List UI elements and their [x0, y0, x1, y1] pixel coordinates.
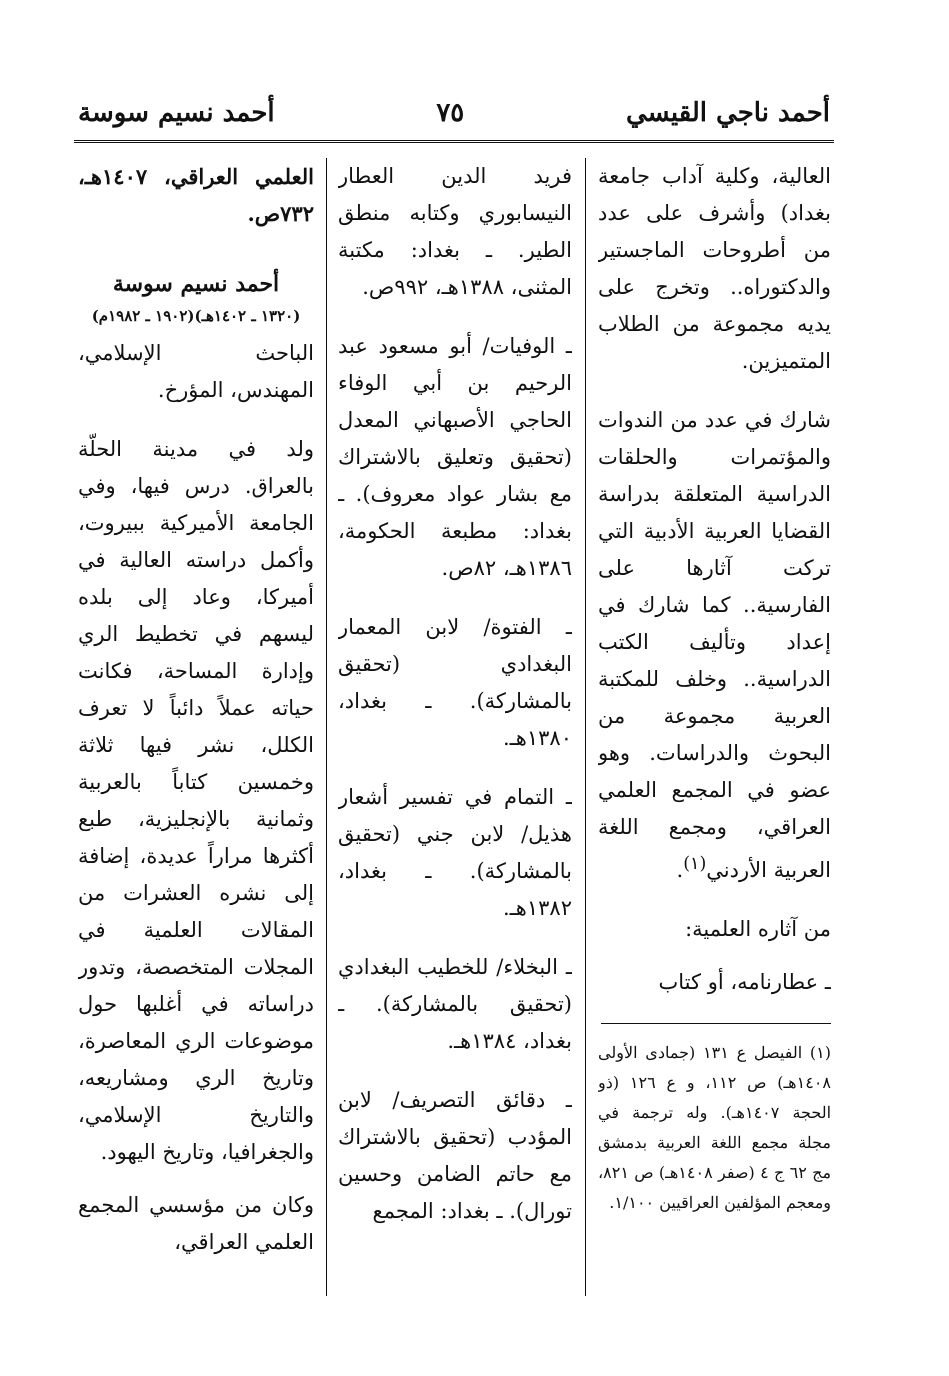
work-entry: ـ الفتوة/ لابن المعمار البغدادي (تحقيق بالمشاركة). ـ بغداد، ١٣٨٠هـ. [338, 615, 572, 750]
paragraph: وكان من مؤسسي المجمع العلمي العراقي، [78, 1193, 314, 1254]
work-entry: ـ البخلاء/ للخطيب البغدادي (تحقيق بالمشاركة). ـ بغداد، ١٣٨٤هـ. [338, 955, 572, 1053]
page-number: ٧٥ [436, 98, 465, 128]
work-entry: ـ التمام في تفسير أشعار هذيل/ لابن جني (تحقيق بالمشاركة). ـ بغداد، ١٣٨٢هـ. [338, 785, 572, 920]
footnote-rule [601, 1023, 831, 1024]
paragraph: العلمي العراقي، ١٤٠٧هـ، ٧٣٢ص. [78, 164, 314, 226]
paragraph: العالية، وكلية آداب جامعة بغداد) وأشرف على عدد من أطروحات الماجستير والدكتوراه.. وتخرج على يديه مجموعة من الطلاب المتميزين. [598, 164, 831, 373]
work-entry: ـ الوفيات/ أبو مسعود عبد الرحيم بن أبي الوفاء الحاجي الأصبهاني المعدل (تحقيق وتعليق بالاشتراك مع بشار عواد معروف). ـ بغداد: مطبعة الحكومة، ١٣٨٦هـ، ٨٢ص. [338, 334, 572, 580]
footnote-ref: (١) [683, 854, 707, 874]
works-heading: من آثاره العلمية: [685, 917, 831, 941]
header-rule [74, 140, 834, 143]
paragraph-text: شارك في عدد من الندوات والمؤتمرات والحلقات الدراسية المتعلقة بدراسة القضايا العربية الأدبية التي تركت آثارها على الفارسية.. كما شارك في إعداد وتأليف الكتب الدراسية.. وخلف للمكتبة العربية مجموعة من البحوث والدراسات. وهو عضو في المجمع العلمي العراقي، ومجمع اللغة العربية الأردني [598, 408, 831, 882]
page-header [78, 88, 830, 138]
column-divider [585, 158, 586, 1296]
work-entry: ـ دقائق التصريف/ لابن المؤدب (تحقيق بالاشتراك مع حاتم الضامن وحسين تورال). ـ بغداد: المجمع [338, 1088, 572, 1223]
biography-dates: (١٣٢٠ ـ ١٤٠٢هـ)(١٩٠٢ ـ ١٩٨٢م) [91, 307, 301, 325]
running-title-left: أحمد نسيم سوسة [78, 98, 275, 128]
column-right [598, 158, 831, 1306]
paragraph: الباحث الإسلامي، المهندس، المؤرخ. [78, 341, 314, 402]
column-divider [326, 158, 327, 1296]
biography-title: أحمد نسيم سوسة [112, 271, 280, 297]
work-entry: ـ عطارنامه، أو كتاب [658, 970, 831, 994]
paragraph: ولد في مدينة الحلّة بالعراق. درس فيها، وفي الجامعة الأميركية ببيروت، وأكمل دراسته العالية في أميركا، وعاد إلى بلده ليسهم في تخطيط الري وإدارة المساحة، فكانت حياته عملاً دائباً لا تعرف الكلل، نشر فيها ثلاثة وخمسين كتاباً بالعربية وثمانية بالإنجليزية، طبع أكثرها مراراً عديدة، إضافة إلى نشره العشرات من المقالات العلمية في المجلات المتخصصة، وتدور دراساته في أغلبها حول موضوعات الري المعاصرة، وتاريخ الري ومشاريعه، والتاريخ الإسلامي، والجغرافيا، وتاريخ اليهود. [78, 437, 314, 1164]
paragraph: شارك في عدد من الندوات والمؤتمرات والحلقات الدراسية المتعلقة بدراسة القضايا العربية الأدبية التي تركت آثارها على الفارسية.. كما شارك في إعداد وتأليف الكتب الدراسية.. وخلف للمكتبة العربية مجموعة من البحوث والدراسات. وهو عضو في المجمع العلمي العراقي، ومجمع اللغة العربية الأردني$^{(١)}$. [598, 408, 831, 882]
column-left [78, 158, 314, 1306]
running-title-right: أحمد ناجي القيسي [626, 98, 830, 128]
column-middle [338, 158, 572, 1306]
footnote: (١) الفيصل ع ١٣١ (جمادى الأولى ١٤٠٨هـ) ص ١١٢، و ع ١٢٦ (ذو الحجة ١٤٠٧هـ). وله ترجمة في مجلة مجمع اللغة العربية بدمشق مج ٦٢ ج ٤ (صفر ١٤٠٨هـ) ص ٨٢١، ومعجم المؤلفين العراقيين ١/١٠٠. [598, 1043, 831, 1212]
work-entry: فريد الدين العطار النيسابوري وكتابه منطق الطير. ـ بغداد: مكتبة المثنى، ١٣٨٨هـ، ٩٩٢ص. [338, 164, 572, 299]
